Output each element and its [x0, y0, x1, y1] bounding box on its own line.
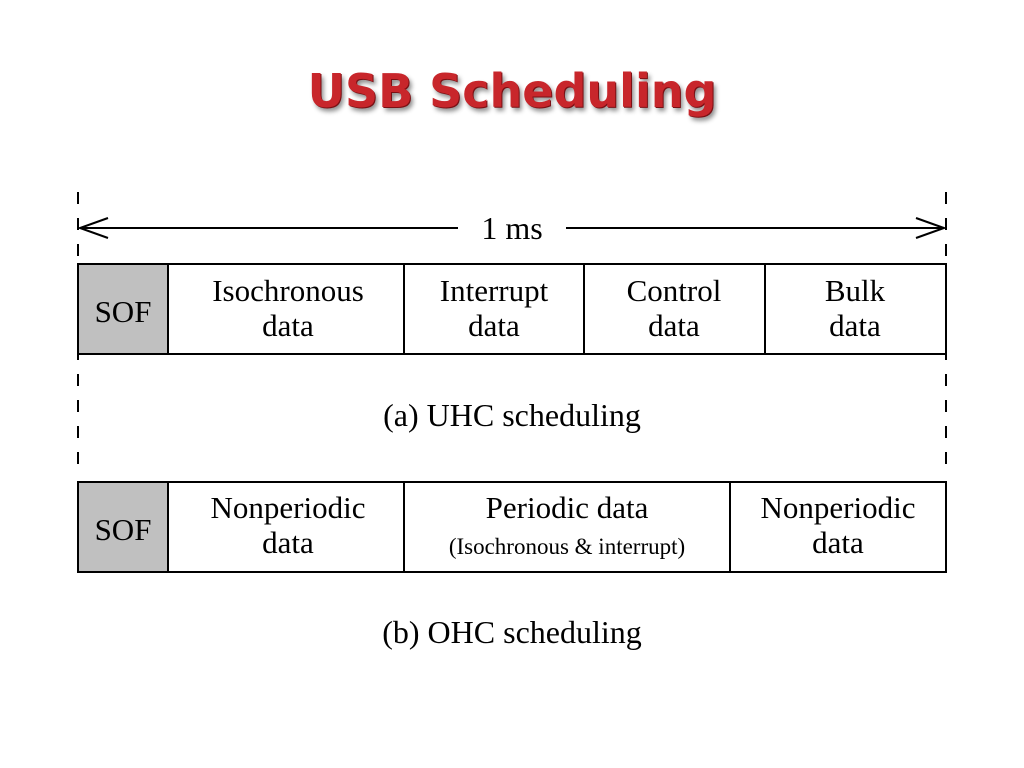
uhc-row — [78, 264, 946, 354]
ohc-nonperiodic-last-line1: Nonperiodic — [760, 490, 916, 525]
ohc-nonperiodic-last-line2: data — [812, 525, 864, 560]
uhc-isochronous-line1: Isochronous — [212, 273, 364, 308]
uhc-bulk-line2: data — [829, 308, 881, 343]
uhc-caption: (a) UHC scheduling — [383, 397, 641, 433]
ohc-caption: (b) OHC scheduling — [382, 614, 642, 650]
uhc-sof-label: SOF — [94, 294, 152, 329]
ohc-row — [78, 482, 946, 572]
ohc-periodic-line1: Periodic data — [485, 490, 649, 525]
uhc-interrupt-line2: data — [468, 308, 520, 343]
duration-label: 1 ms — [481, 210, 543, 246]
ohc-nonperiodic-first-line1: Nonperiodic — [210, 490, 366, 525]
ohc-nonperiodic-first-line2: data — [262, 525, 314, 560]
uhc-isochronous-line2: data — [262, 308, 314, 343]
slide-title: USB Scheduling — [307, 64, 717, 118]
ohc-sof-label: SOF — [94, 512, 152, 547]
uhc-control-line2: data — [648, 308, 700, 343]
uhc-interrupt-line1: Interrupt — [439, 273, 549, 308]
uhc-bulk-line1: Bulk — [824, 273, 886, 308]
ohc-periodic-line2: (Isochronous & interrupt) — [448, 534, 686, 559]
duration-arrow — [80, 210, 944, 246]
uhc-control-line1: Control — [626, 273, 722, 308]
